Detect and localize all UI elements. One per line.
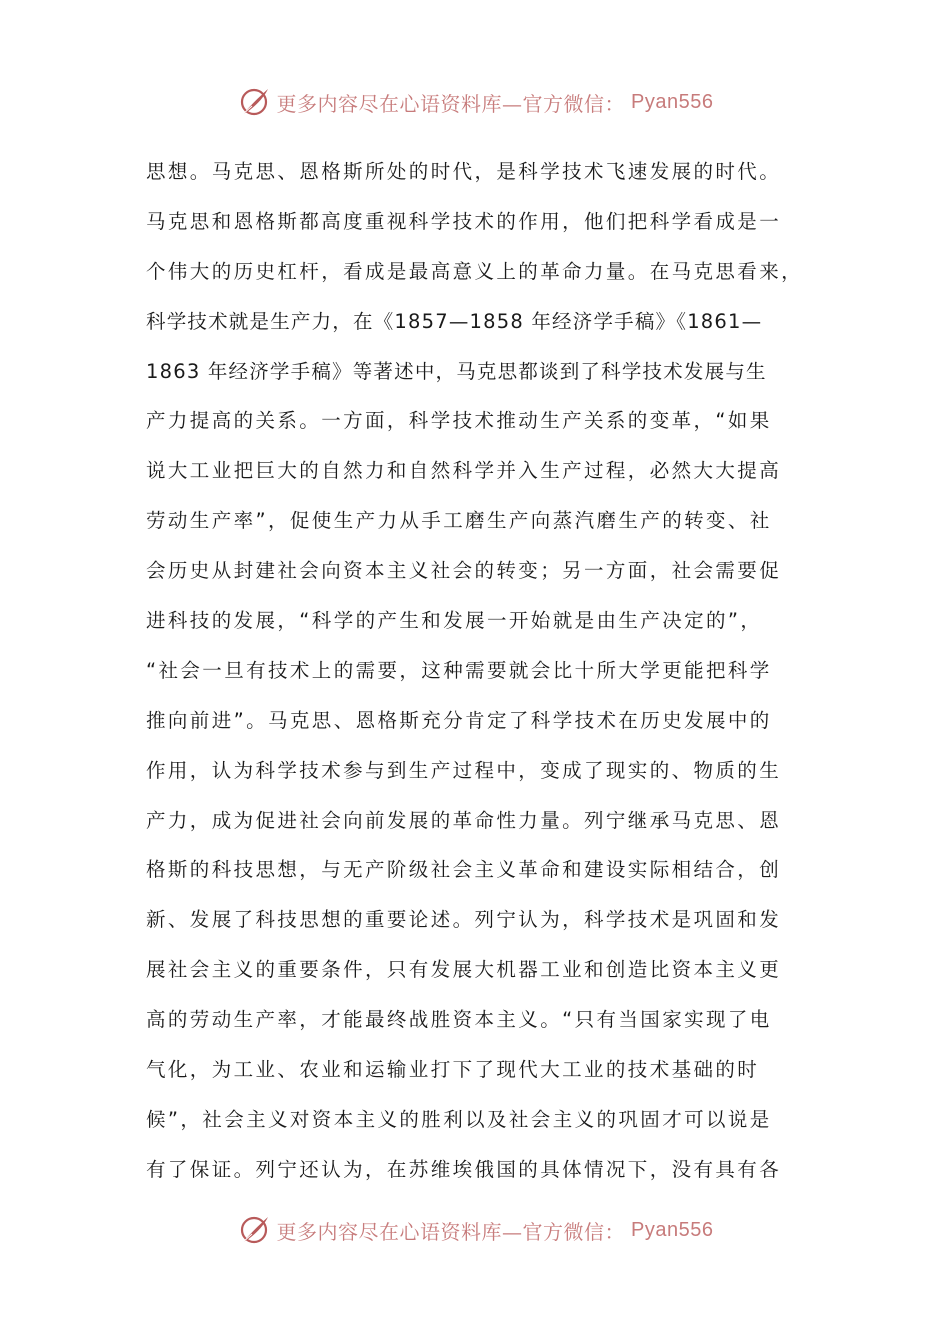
text-line: 展社会主义的重要条件，只有发展大机器工业和创造比资本主义更 (146, 958, 782, 982)
watermark-wechat-id: Pyan556 (631, 90, 714, 113)
watermark-text-cn: 更多内容尽在心语资料库—官方微信： (276, 1219, 626, 1244)
quill-logo-icon (237, 85, 271, 119)
text-line: “社会一旦有技术上的需要，这种需要就会比十所大学更能把科学 (146, 658, 772, 682)
document-body (146, 147, 814, 1195)
text-line: 作用，认为科学技术参与到生产过程中，变成了现实的、物质的生 (146, 758, 782, 782)
watermark-content (237, 85, 714, 119)
text-line: 推向前进”。马克思、恩格斯充分肯定了科学技术在历史发展中的 (146, 708, 772, 732)
text-line: 劳动生产率”，促使生产力从手工磨生产向蒸汽磨生产的转变、社 (146, 509, 772, 533)
watermark-content (237, 1213, 714, 1247)
header-watermark-banner (0, 78, 950, 126)
text-line: 气化，为工业、农业和运输业打下了现代大工业的技术基础的时 (146, 1058, 760, 1082)
text-line: 候”，社会主义对资本主义的胜利以及社会主义的巩固才可以说是 (146, 1107, 772, 1131)
text-line: 马克思和恩格斯都高度重视科学技术的作用，他们把科学看成是一 (146, 209, 782, 233)
quill-logo-icon (237, 1213, 271, 1247)
text-line: 科学技术就是生产力，在《1857—1858 年经济学手稿》《1861— (146, 309, 763, 333)
text-line: 产力，成为促进社会向前发展的革命性力量。列宁继承马克思、恩 (146, 808, 782, 832)
text-line: 1863 年经济学手稿》等著述中，马克思都谈到了科学技术发展与生 (146, 359, 767, 383)
footer-watermark-banner (0, 1206, 950, 1254)
text-line: 高的劳动生产率，才能最终战胜资本主义。“只有当国家实现了电 (146, 1008, 772, 1032)
text-line: 有了保证。列宁还认为，在苏维埃俄国的具体情况下，没有具有各 (146, 1157, 782, 1181)
text-line: 会历史从封建社会向资本主义社会的转变；另一方面，社会需要促 (146, 559, 782, 583)
text-line: 个伟大的历史杠杆，看成是最高意义上的革命力量。在马克思看来， (146, 259, 804, 283)
text-line: 进科技的发展，“科学的产生和发展一开始就是由生产决定的”， (146, 609, 763, 633)
text-line: 产力提高的关系。一方面，科学技术推动生产关系的变革，“如果 (146, 409, 772, 433)
text-line: 格斯的科技思想，与无产阶级社会主义革命和建设实际相结合，创 (146, 858, 782, 882)
text-line: 新、发展了科技思想的重要论述。列宁认为，科学技术是巩固和发 (146, 908, 782, 932)
text-line: 思想。马克思、恩格斯所处的时代，是科学技术飞速发展的时代。 (146, 160, 782, 183)
text-line: 说大工业把巨大的自然力和自然科学并入生产过程，必然大大提高 (146, 459, 782, 483)
watermark-text-cn: 更多内容尽在心语资料库—官方微信： (276, 91, 626, 116)
watermark-wechat-id: Pyan556 (631, 1218, 714, 1241)
